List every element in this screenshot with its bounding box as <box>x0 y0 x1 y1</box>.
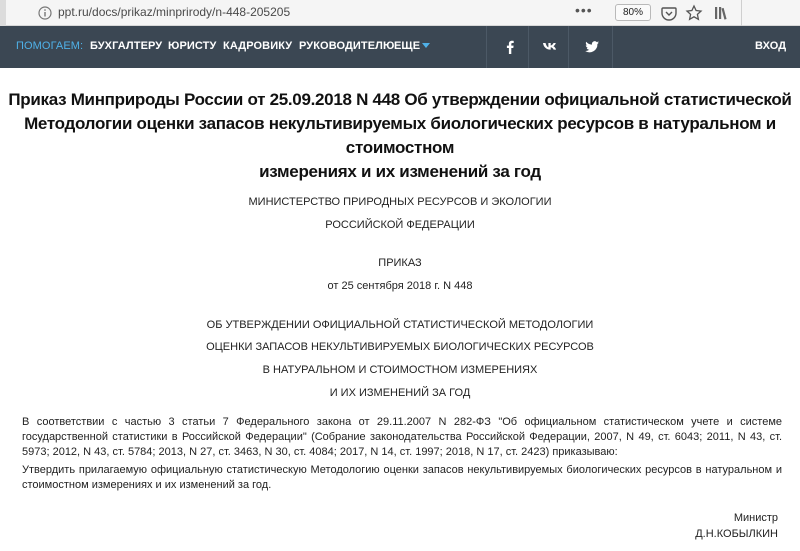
nav-item-manager[interactable]: РУКОВОДИТЕЛЮ <box>299 40 395 52</box>
order-date: от 25 сентября 2018 г. N 448 <box>327 280 473 292</box>
order-subject-line: ОБ УТВЕРЖДЕНИИ ОФИЦИАЛЬНОЙ СТАТИСТИЧЕСКОЙ МЕТОДОЛОГИИ <box>206 319 594 331</box>
preamble-paragraph: В соответствии с частью 3 статьи 7 Федерального закона от 29.11.2007 N 282-ФЗ "Об официальном статистическом учете и системе государственной статистики в Российской Федерации" (Собрание законодательства Российской Федерации, 2007, N 49, ст. 6043; 2011, N 43, ст. 5973; 2012, N 43, ст. 5784; 2013, N 27, ст. 3463, N 30, ст. 4084; 2017, N 14, ст. 1997; 2018, N 17, ст. 2423) приказываю: <box>22 416 782 458</box>
nav-item-accountant[interactable]: БУХГАЛТЕРУ <box>90 40 163 52</box>
ministry-name-line: РОССИЙСКОЙ ФЕДЕРАЦИИ <box>325 219 475 231</box>
order-label: ПРИКАЗ <box>378 257 422 269</box>
title-line: Приказ Минприроды России от 25.09.2018 N 448 Об утверждении официальной статистической <box>8 90 792 109</box>
signature-title: Министр <box>733 512 778 524</box>
pocket-icon[interactable] <box>660 4 678 22</box>
page-info-icon[interactable] <box>38 6 52 20</box>
title-line: измерениях и их изменений за год <box>259 162 541 181</box>
library-icon[interactable] <box>712 4 730 22</box>
title-line: Методологии оценки запасов некультивируемых биологических ресурсов в натуральном и стоимостном <box>24 114 776 157</box>
order-subject-line: В НАТУРАЛЬНОМ И СТОИМОСТНОМ ИЗМЕРЕНИЯХ <box>262 364 538 376</box>
page-actions-menu-icon[interactable]: ••• <box>575 2 593 18</box>
order-subject-line: ОЦЕНКИ ЗАПАСОВ НЕКУЛЬТИВИРУЕМЫХ БИОЛОГИЧЕСКИХ РЕСУРСОВ <box>206 341 594 353</box>
facebook-icon[interactable] <box>500 37 520 57</box>
signature-name: Д.Н.КОБЫЛКИН <box>695 528 778 540</box>
order-subject-line: И ИХ ИЗМЕНЕНИЙ ЗА ГОД <box>329 387 471 399</box>
login-link[interactable]: ВХОД <box>755 40 787 52</box>
nav-divider <box>612 26 613 68</box>
nav-item-hr[interactable]: КАДРОВИКУ <box>223 40 293 52</box>
twitter-icon[interactable] <box>582 37 602 57</box>
site-navigation <box>0 26 800 68</box>
address-bar-url[interactable]: ppt.ru/docs/prikaz/minprirody/n-448-205205 <box>58 5 291 19</box>
nav-item-more[interactable]: ЕЩЕ <box>394 40 421 52</box>
resolution-paragraph: Утвердить прилагаемую официальную статистическую Методологию оценки запасов некультивируемых биологических ресурсов в натуральном и стоимостном измерениях и их изменений за год. <box>22 464 782 491</box>
toolbar-divider <box>741 0 742 26</box>
nav-label-help: ПОМОГАЕМ: <box>16 40 84 52</box>
vk-icon[interactable] <box>541 37 561 57</box>
toolbar-edge <box>0 0 6 26</box>
ministry-name-line: МИНИСТЕРСТВО ПРИРОДНЫХ РЕСУРСОВ И ЭКОЛОГИИ <box>248 196 552 208</box>
chevron-down-icon[interactable] <box>422 43 430 48</box>
zoom-level-badge[interactable]: 80% <box>615 4 651 21</box>
bookmark-star-icon[interactable] <box>685 4 703 22</box>
nav-divider <box>486 26 487 68</box>
nav-item-lawyer[interactable]: ЮРИСТУ <box>168 40 217 52</box>
nav-divider <box>568 26 569 68</box>
document-title <box>0 88 800 184</box>
browser-toolbar <box>0 0 800 26</box>
nav-divider <box>528 26 529 68</box>
